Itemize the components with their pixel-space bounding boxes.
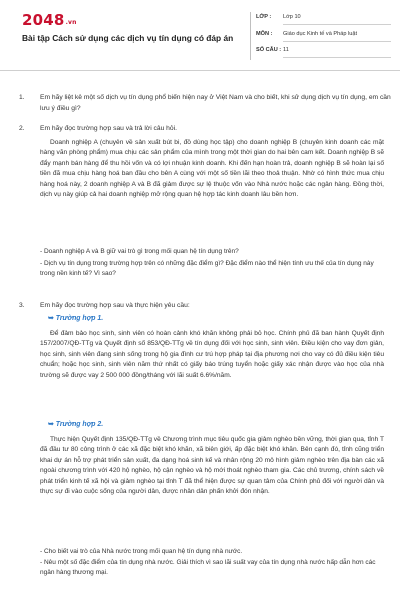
case-title-text: Trường hợp 1.: [55, 315, 104, 322]
document-title: Bài tập Cách sử dụng các dịch vụ tín dụng có đáp án: [22, 33, 234, 43]
meta-rule: [283, 24, 391, 25]
meta-value: Lớp 10: [283, 14, 301, 20]
case-2-paragraph: [40, 435, 384, 497]
meta-rule: [283, 41, 391, 42]
brand-suffix: .vn: [65, 19, 77, 26]
case-2-text: Thực hiện Quyết định 135/QĐ-TTg về Chương trình mục tiêu quốc gia giảm nghèo bền vững, thời gian qua, tỉnh T đã đầu tư 80 công trình ở các xã đặc biệt khó khăn, xã biên giới, ấp đặc biệt khó khăn. Bên cạnh đó, tỉnh cũng triển khai dự án hỗ trợ phát triển sản xuất, đa dạng hoá sinh kế và nhân rộng 20 mô hình giảm nghèo trên địa bàn các xã ngoài chương trình với 420 hộ nghèo, hộ cận nghèo và hộ mới thoát nghèo tham gia. Các chủ trương, chính sách về phát triển kinh tế xã hội và giảm nghèo tại tỉnh T đã thể hiện được sự quan tâm của Chính phủ đối với người dân và thực sự đi vào cuộc sống của người dân, được nhân dân phấn khởi đón nhận.: [40, 436, 384, 496]
meta-key: MÔN :: [256, 31, 273, 37]
question-text: Em hãy đọc trường hợp sau và trả lời câu hỏi.: [40, 125, 177, 132]
meta-value: 11: [283, 47, 289, 53]
question-number: 1.: [19, 94, 25, 101]
case-paragraph: [40, 138, 384, 200]
question-bullet: - Doanh nghiệp A và B giữ vai trò gì trong mối quan hệ tín dụng trên?: [40, 248, 239, 255]
question-text: Em hãy liệt kê một số dịch vụ tín dụng phổ biến hiện nay ở Việt Nam và cho biết, khi sử dụng dịch vụ tín dụng, em cần lưu ý điều gì?: [40, 94, 391, 112]
question-text: Em hãy đọc trường hợp sau và thực hiện yêu cầu:: [40, 302, 190, 309]
question-bullet: - Dịch vụ tín dụng trong trường hợp trên có những đặc điểm gì? Đặc điểm nào thể hiện tính ưu thế của tín dụng này trong nền kinh tế? Vì sao?: [40, 260, 374, 278]
case-1-paragraph: [40, 329, 384, 381]
header: [0, 0, 400, 68]
case-2-title: [48, 420, 103, 428]
brand-logo[interactable]: [22, 11, 77, 29]
meta-rule: [283, 57, 391, 58]
brand-name: 2048: [22, 11, 65, 29]
arrow-icon: ➥: [48, 315, 54, 322]
meta-value: Giáo dục Kinh tế và Pháp luật: [283, 31, 358, 37]
header-separator: [0, 70, 400, 71]
meta-key: SỐ CÂU :: [256, 47, 282, 53]
meta-key: LỚP :: [256, 14, 272, 20]
case-paragraph-text: Doanh nghiệp A (chuyên về sản xuất bút bi, đồ dùng học tập) cho doanh nghiệp B (chuyên kinh doanh các mặt hàng văn phòng phẩm) mua chịu các sản phẩm của mình trong một thời gian do hai bên cam kết. Doanh nghiệp B sẽ đẩy mạnh bán hàng để thu hồi vốn và có lợi nhuận kinh doanh. Khi đến hạn hoàn trả, doanh nghiệp B sẽ hoàn lại số tiền đã mua chịu hàng hoá ban đầu cho bên A cùng với một số tiền lãi theo thoả thuận. Nhờ có hình thức mua chịu hàng hoá này, 2 doanh nghiệp A và B đã giảm được sự lệ thuộc vốn vào Nhà nước hoặc các ngân hàng. Đồng thời, dịch vụ này giúp cả hai doanh nghiệp mở rộng quan hệ hợp tác kinh doanh lâu bền hơn.: [40, 139, 384, 199]
question-number: 3.: [19, 302, 25, 309]
question-bullet: - Cho biết vai trò của Nhà nước trong mối quan hệ tín dụng nhà nước.: [40, 548, 243, 555]
question-bullet: - Nêu một số đặc điểm của tín dụng nhà nước. Giải thích vì sao lãi suất vay của tín dụng nhà nước hấp dẫn hơn các ngân hàng thương mại.: [40, 559, 376, 577]
header-divider: [250, 12, 251, 60]
case-1-text: Để đảm bảo học sinh, sinh viên có hoàn cảnh khó khăn không phải bỏ học. Chính phủ đã ban hành Quyết định 157/2007/QĐ-TTg và Quyết định số 853/QĐ-TTg về tín dụng đối với học sinh, sinh viên. Điều kiện cho vay đơn giản, học sinh, sinh viên đang sinh sống trong hộ gia đình cư trú hợp pháp tại địa phương nơi cho vay có đủ điều kiện tiêu chuẩn; hoặc học sinh, sinh viên năm thứ nhất có giấy báo trúng tuyển hoặc giấy xác nhận được vào học của nhà trường sẽ được vay 2 500 000 đồng/tháng với lãi suất 6.6%/năm.: [40, 330, 384, 379]
arrow-icon: ➥: [48, 421, 54, 428]
question-number: 2.: [19, 125, 25, 132]
case-1-title: [48, 314, 103, 322]
case-title-text: Trường hợp 2.: [55, 421, 104, 428]
